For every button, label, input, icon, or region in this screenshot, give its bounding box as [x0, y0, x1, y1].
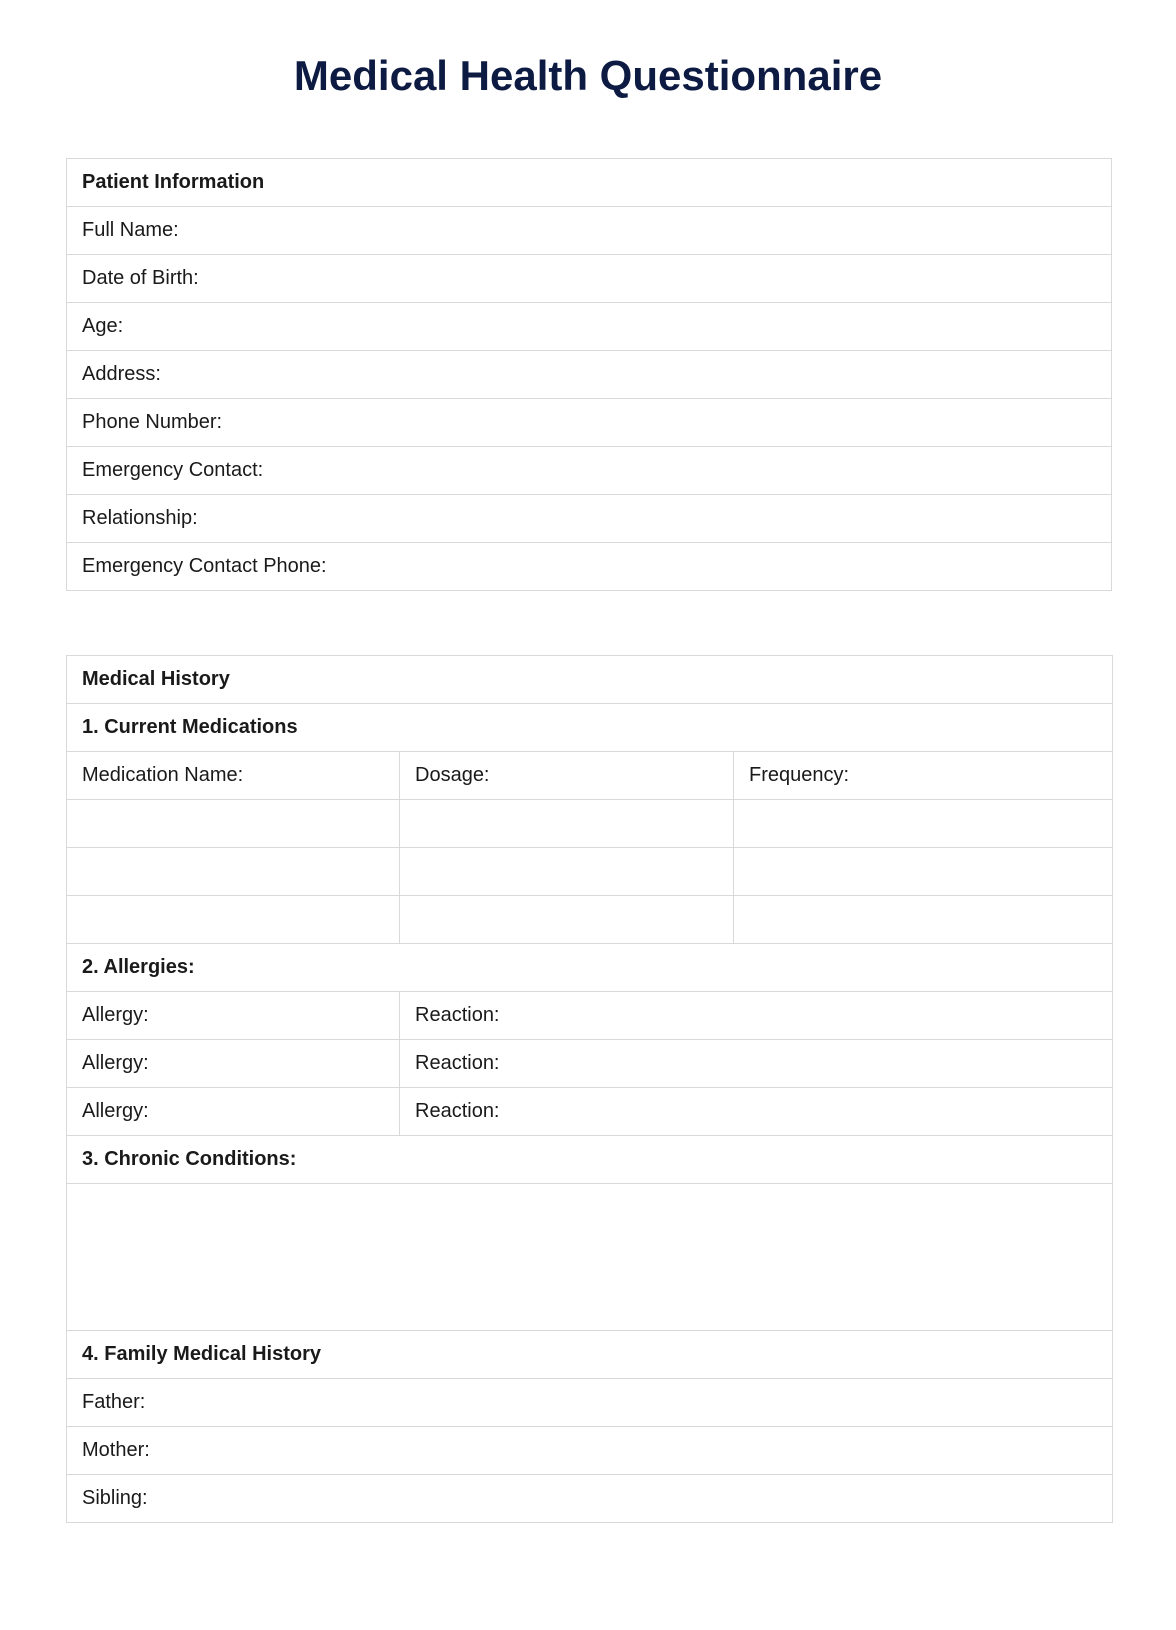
allergy-row: [67, 1040, 1113, 1088]
section-heading: Patient Information: [67, 159, 1112, 207]
allergy-field[interactable]: Allergy:: [67, 992, 400, 1040]
page-title: Medical Health Questionnaire: [293, 52, 883, 99]
dosage-cell[interactable]: [400, 896, 734, 944]
reaction-field[interactable]: Reaction:: [400, 992, 1113, 1040]
field-sibling[interactable]: Sibling:: [67, 1475, 1113, 1523]
family-history-heading: 4. Family Medical History: [67, 1331, 1113, 1379]
field-phone-number[interactable]: Phone Number:: [67, 399, 1112, 447]
medication-name-cell[interactable]: [67, 848, 400, 896]
medication-name-cell[interactable]: [67, 896, 400, 944]
frequency-cell[interactable]: [734, 848, 1113, 896]
field-emergency-contact-phone[interactable]: Emergency Contact Phone:: [67, 543, 1112, 591]
medication-name-header: Medication Name:: [67, 752, 400, 800]
medication-row: [67, 800, 1113, 848]
medication-row: [67, 848, 1113, 896]
section-heading: Medical History: [67, 656, 1113, 704]
frequency-header: Frequency:: [734, 752, 1113, 800]
field-address[interactable]: Address:: [67, 351, 1112, 399]
chronic-conditions-field[interactable]: [67, 1184, 1113, 1331]
allergies-heading: 2. Allergies:: [67, 944, 1113, 992]
dosage-cell[interactable]: [400, 848, 734, 896]
patient-information-table: [66, 158, 1112, 591]
field-emergency-contact[interactable]: Emergency Contact:: [67, 447, 1112, 495]
allergy-row: [67, 992, 1113, 1040]
frequency-cell[interactable]: [734, 896, 1113, 944]
field-age[interactable]: Age:: [67, 303, 1112, 351]
dosage-header: Dosage:: [400, 752, 734, 800]
field-date-of-birth[interactable]: Date of Birth:: [67, 255, 1112, 303]
field-relationship[interactable]: Relationship:: [67, 495, 1112, 543]
allergy-field[interactable]: Allergy:: [67, 1040, 400, 1088]
chronic-conditions-heading: 3. Chronic Conditions:: [67, 1136, 1113, 1184]
field-full-name[interactable]: Full Name:: [67, 207, 1112, 255]
field-father[interactable]: Father:: [67, 1379, 1113, 1427]
dosage-cell[interactable]: [400, 800, 734, 848]
frequency-cell[interactable]: [734, 800, 1113, 848]
allergy-row: [67, 1088, 1113, 1136]
medical-history-table: [66, 655, 1113, 1523]
medication-name-cell[interactable]: [67, 800, 400, 848]
reaction-field[interactable]: Reaction:: [400, 1088, 1113, 1136]
field-mother[interactable]: Mother:: [67, 1427, 1113, 1475]
reaction-field[interactable]: Reaction:: [400, 1040, 1113, 1088]
allergy-field[interactable]: Allergy:: [67, 1088, 400, 1136]
medications-heading: 1. Current Medications: [67, 704, 1113, 752]
medication-row: [67, 896, 1113, 944]
